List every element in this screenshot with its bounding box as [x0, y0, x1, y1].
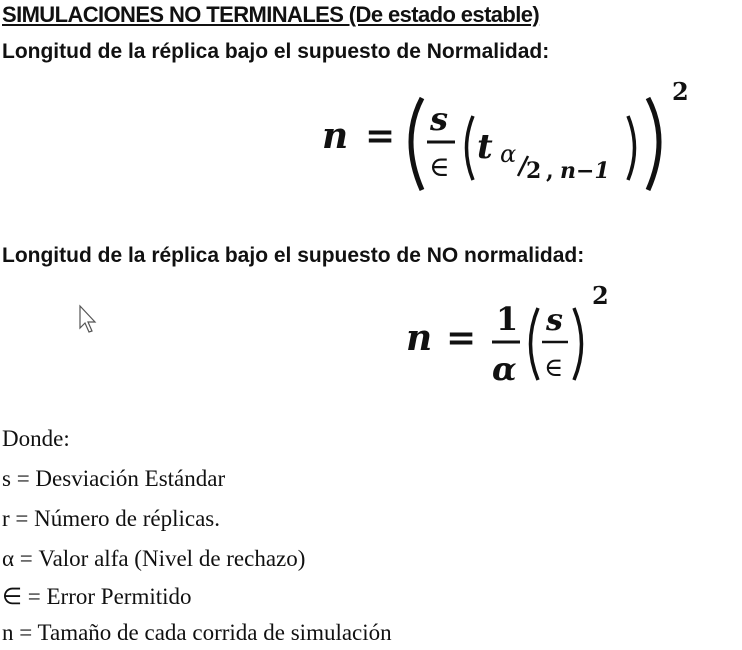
- formula2-exponent: 2: [592, 281, 609, 310]
- formula1-alpha: α: [500, 140, 517, 168]
- formula2-one: 1: [496, 300, 519, 338]
- inner-left-paren: [467, 116, 474, 180]
- non-normality-heading: Longitud de la réplica bajo el supuesto de NO normalidad:: [2, 244, 585, 267]
- formula2-left-paren: [531, 308, 539, 380]
- legend-heading: Donde:: [2, 426, 70, 451]
- formula1-dof: n−1: [560, 158, 610, 184]
- formula2-n: n: [406, 317, 433, 359]
- formula1-exponent: 2: [672, 78, 689, 106]
- outer-left-paren: [411, 98, 422, 190]
- formula2-equals: =: [446, 317, 477, 359]
- formula1-s: s: [430, 100, 449, 138]
- formula2-right-paren: [574, 308, 582, 380]
- inner-right-paren: [628, 116, 635, 180]
- svg-text:,: ,: [546, 158, 554, 184]
- legend-item-alpha: α = Valor alfa (Nivel de rechazo): [2, 546, 306, 571]
- formula1-epsilon: ∈: [429, 150, 450, 183]
- formula2-alpha: α: [492, 350, 517, 388]
- legend-item-epsilon: ∈ = Error Permitido: [2, 584, 192, 609]
- non-normal-length-formula: [400, 280, 640, 390]
- mouse-cursor-icon: [78, 304, 98, 334]
- formula2-s: s: [546, 303, 563, 338]
- legend-item-n: n = Tamaño de cada corrida de simulación: [2, 620, 392, 645]
- legend-item-s: s = Desviación Estándar: [2, 466, 226, 491]
- normality-heading: Longitud de la réplica bajo el supuesto de Normalidad:: [2, 40, 550, 63]
- normal-length-formula: [310, 78, 710, 208]
- slide-title: SIMULACIONES NO TERMINALES (De estado estable): [2, 2, 540, 27]
- outer-right-paren: [648, 98, 659, 190]
- legend-item-r: r = Número de réplicas.: [2, 506, 220, 531]
- formula2-epsilon: ∈: [544, 353, 564, 383]
- formula1-t: t: [477, 127, 493, 167]
- formula1-n: n: [322, 115, 349, 157]
- formula1-half: 2: [526, 158, 542, 184]
- formula1-equals: =: [365, 115, 396, 157]
